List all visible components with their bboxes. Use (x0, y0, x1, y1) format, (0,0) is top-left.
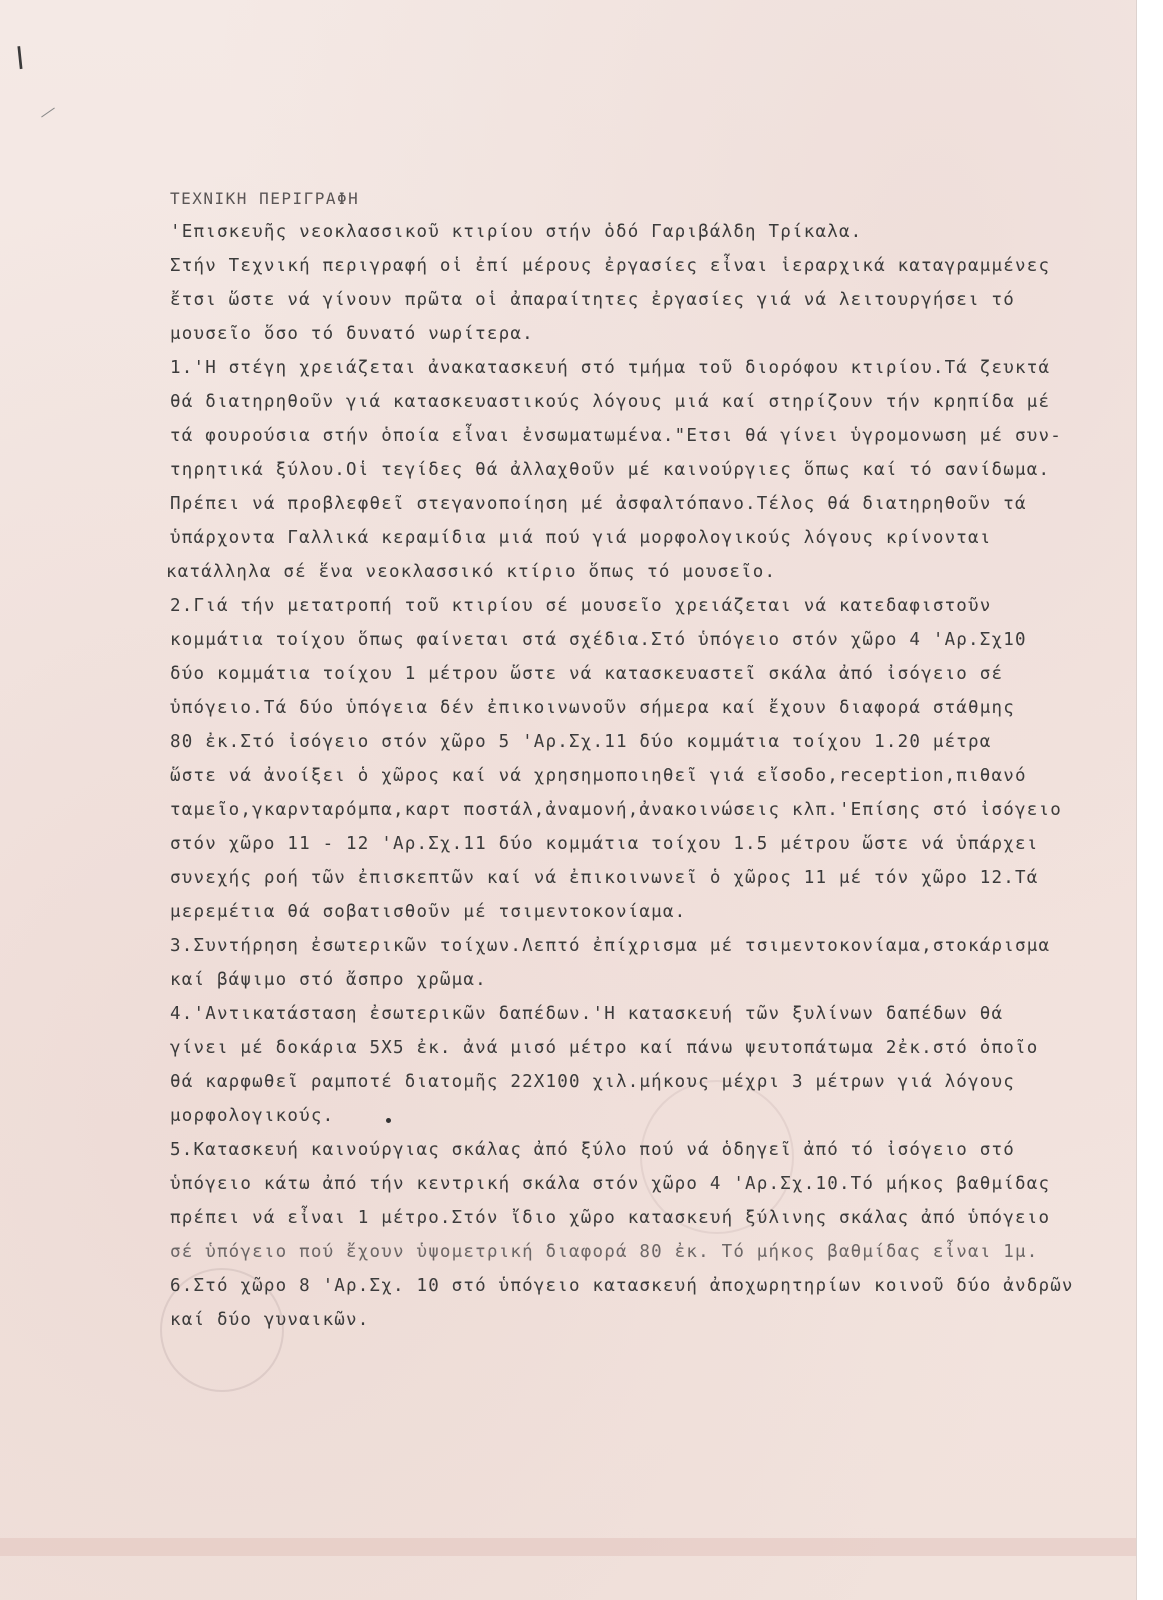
text-line: ἔτσι ὥστε νά γίνουν πρῶτα οἱ ἀπαραίτητες ἐργασίες γιά νά λειτουργήσει τό (170, 290, 1015, 310)
text-line: Πρέπει νά προβλεφθεῖ στεγανοποίηση μέ ἀσφαλτόπανο.Τέλος θά διατηρηθοῦν τά (170, 494, 1027, 514)
text-line: 5.Κατασκευή καινούργιας σκάλας ἀπό ξύλο πού νά ὁδηγεῖ ἀπό τό ἰσόγειο στό (170, 1140, 1015, 1160)
text-line: 3.Συντήρηση ἐσωτερικῶν τοίχων.Λεπτό ἐπίχρισμα μέ τσιμεντοκονίαμα,στοκάρισμα (170, 936, 1051, 956)
text-line: καί δύο γυναικῶν. (170, 1310, 370, 1330)
text-line: κατάλληλα σέ ἕνα νεοκλασσικό κτίριο ὅπως τό μουσεῖο. (166, 562, 777, 582)
text-line: ὑπόγειο κάτω ἀπό τήν κεντρική σκάλα στόν χῶρο 4 'Αρ.Σχ.10.Τό μήκος βαθμίδας (170, 1174, 1051, 1194)
margin-tick (41, 108, 55, 118)
text-line: 6.Στό χῶρο 8 'Αρ.Σχ. 10 στό ὑπόγειο κατασκευή ἀποχωρητηρίων κοινοῦ δύο ἀνδρῶν (170, 1276, 1074, 1296)
text-line: σέ ὑπόγειο πού ἔχουν ὑψομετρική διαφορά 80 ἐκ. Τό μήκος βαθμίδας εἶναι 1μ. (170, 1242, 1039, 1262)
text-line: ταμεῖο,γκαρνταρόμπα,καρτ ποστάλ,ἀναμονή,ἀνακοινώσεις κλπ.'Επίσης στό ἰσόγειο (170, 800, 1062, 820)
scan-band (0, 1538, 1136, 1556)
text-line: μουσεῖο ὅσο τό δυνατό νωρίτερα. (170, 324, 534, 344)
text-line: καί βάψιμο στό ἄσπρο χρῶμα. (170, 970, 487, 990)
text-line: θά διατηρηθοῦν γιά κατασκευαστικούς λόγους μιά καί στηρίζουν τήν κρηπίδα μέ (170, 392, 1051, 412)
text-line: μορφολογικούς. (170, 1106, 335, 1126)
text-line: ὥστε νά ἀνοίξει ὁ χῶρος καί νά χρησημοποιηθεῖ γιά εἴσοδο,reception,πιθανό (170, 766, 1027, 786)
document-body (166, 183, 1074, 1337)
text-line: 1.'Η στέγη χρειάζεται ἀνακατασκευή στό τμήμα τοῦ διορόφου κτιρίου.Τά ζευκτά (170, 358, 1051, 378)
text-line: γίνει μέ δοκάρια 5Χ5 ἐκ. ἀνά μισό μέτρο καί πάνω ψευτοπάτωμα 2ἐκ.στό ὁποῖο (170, 1038, 1039, 1058)
text-line: 2.Γιά τήν μετατροπή τοῦ κτιρίου σέ μουσεῖο χρειάζεται νά κατεδαφιστοῦν (170, 596, 992, 616)
text-line: 'Επισκευῆς νεοκλασσικοῦ κτιρίου στήν ὁδό Γαριβάλδη Τρίκαλα. (170, 222, 863, 242)
text-line: τηρητικά ξύλου.Οἱ τεγίδες θά ἀλλαχθοῦν μέ καινούργιες ὅπως καί τό σανίδωμα. (170, 460, 1051, 480)
text-line: συνεχής ροή τῶν ἐπισκεπτῶν καί νά ἐπικοινωνεῖ ὁ χῶρος 11 μέ τόν χῶρο 12.Τά (170, 868, 1039, 888)
text-line: 4.'Αντικατάσταση ἐσωτερικῶν δαπέδων.'Η κατασκευή τῶν ξυλίνων δαπέδων θά (170, 1004, 1004, 1024)
text-line: μερεμέτια θά σοβατισθοῦν μέ τσιμεντοκονίαμα. (170, 902, 687, 922)
text-line: ὑπάρχοντα Γαλλικά κεραμίδια μιά πού γιά μορφολογικούς λόγους κρίνονται (170, 528, 992, 548)
text-line: πρέπει νά εἶναι 1 μέτρο.Στόν ἴδιο χῶρο κατασκευή ξύλινης σκάλας ἀπό ὑπόγειο (170, 1208, 1051, 1228)
text-line: Στήν Τεχνική περιγραφή οἱ ἐπί μέρους ἐργασίες εἶναι ἱεραρχικά καταγραμμένες (170, 256, 1051, 276)
text-line: δύο κομμάτια τοίχου 1 μέτρου ὥστε νά κατασκευαστεῖ σκάλα ἀπό ἰσόγειο σέ (170, 664, 1004, 684)
document-title: ΤΕΧΝΙΚΗ ΠΕΡΙΓΡΑΦΗ (170, 189, 360, 208)
text-line: θά καρφωθεῖ ραμποτέ διατομῆς 22Χ100 χιλ.μήκους μέχρι 3 μέτρων γιά λόγους (170, 1072, 1015, 1092)
text-line: τά φουρούσια στήν ὁποία εἶναι ἐνσωματωμένα."Ετσι θά γίνει ὑγρομονωση μέ συν- (170, 426, 1062, 446)
text-line: ὑπόγειο.Τά δύο ὑπόγεια δέν ἐπικοινωνοῦν σήμερα καί ἔχουν διαφορά στάθμης (170, 698, 1015, 718)
margin-mark: l (14, 41, 27, 78)
text-line: κομμάτια τοίχου ὅπως φαίνεται στά σχέδια.Στό ὑπόγειο στόν χῶρο 4 'Αρ.Σχ10 (170, 630, 1027, 650)
text-line: στόν χῶρο 11 - 12 'Αρ.Σχ.11 δύο κομμάτια τοίχου 1.5 μέτρου ὥστε νά ὑπάρχει (170, 834, 1039, 854)
text-line: 80 ἐκ.Στό ἰσόγειο στόν χῶρο 5 'Αρ.Σχ.11 δύο κομμάτια τοίχου 1.20 μέτρα (170, 732, 992, 752)
page-edge (1136, 0, 1163, 1600)
